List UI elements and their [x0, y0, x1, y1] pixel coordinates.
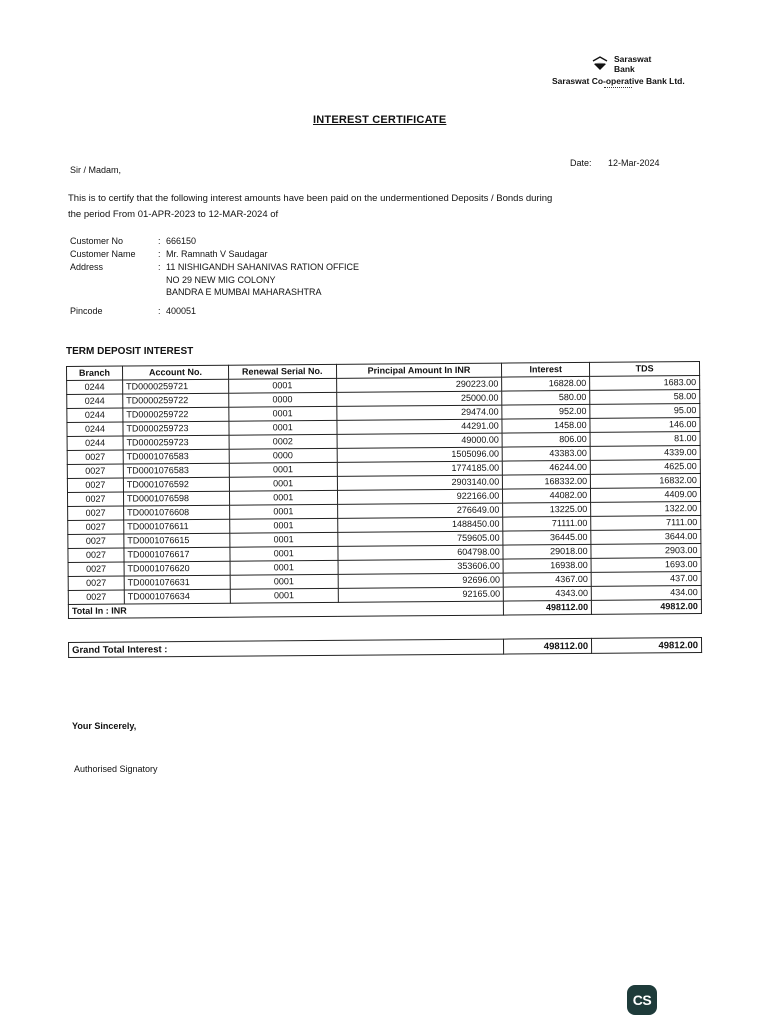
cell-branch: 0027 — [68, 520, 124, 534]
bank-logo — [552, 54, 702, 88]
bank-name-line1: Saraswat — [614, 54, 652, 64]
cell-interest: 4367.00 — [503, 572, 591, 587]
cell-account-no: TD0001076583 — [123, 463, 229, 478]
cell-account-no: TD0001076631 — [124, 575, 230, 590]
cell-tds: 81.00 — [590, 432, 700, 447]
bank-full-name: Saraswat Co-operative Bank Ltd. — [552, 76, 685, 86]
cell-interest: 29018.00 — [503, 544, 591, 559]
cell-branch: 0027 — [67, 450, 123, 464]
cell-interest: 1458.00 — [502, 418, 590, 433]
address-label: Address — [70, 262, 104, 272]
cell-principal: 922166.00 — [337, 489, 503, 504]
cell-account-no: TD0001076608 — [124, 505, 230, 520]
customer-name-value: Mr. Ramnath V Saudagar — [166, 249, 268, 259]
pincode-value: 400051 — [166, 306, 197, 316]
cell-account-no: TD0001076634 — [124, 589, 230, 604]
cell-tds: 146.00 — [590, 418, 700, 433]
camscanner-badge: CS — [627, 985, 657, 1015]
cell-tds: 1322.00 — [591, 502, 701, 517]
cell-renewal-serial: 0001 — [230, 588, 338, 603]
cell-branch: 0027 — [68, 590, 124, 604]
separator: : — [158, 236, 161, 246]
cell-renewal-serial: 0000 — [229, 448, 337, 463]
cell-account-no: TD0001076617 — [124, 547, 230, 562]
cell-account-no: TD0000259721 — [123, 379, 229, 394]
cell-renewal-serial: 0001 — [229, 420, 337, 435]
cell-tds: 4339.00 — [590, 446, 700, 461]
cell-renewal-serial: 0001 — [230, 546, 338, 561]
customer-details — [70, 235, 359, 299]
cell-branch: 0027 — [67, 464, 123, 478]
cell-principal: 92165.00 — [338, 587, 504, 602]
customer-no-label: Customer No — [70, 236, 124, 246]
total-interest: 498112.00 — [504, 600, 592, 615]
intro-paragraph — [68, 191, 608, 223]
cell-tds: 2903.00 — [591, 544, 701, 559]
header-branch: Branch — [67, 366, 123, 380]
cell-interest: 44082.00 — [503, 488, 591, 503]
cell-branch: 0027 — [67, 478, 123, 492]
date-value: 12-Mar-2024 — [608, 158, 660, 168]
header-renewal-serial: Renewal Serial No. — [228, 364, 336, 379]
cell-interest: 43383.00 — [502, 446, 590, 461]
cell-renewal-serial: 0002 — [229, 434, 337, 449]
cell-branch: 0027 — [68, 562, 124, 576]
cell-tds: 1683.00 — [590, 376, 700, 391]
cell-account-no: TD0001076583 — [123, 449, 229, 464]
cell-interest: 806.00 — [502, 432, 590, 447]
grand-total-label: Grand Total Interest : — [69, 639, 504, 657]
customer-name-row — [70, 248, 359, 261]
cell-tds: 3644.00 — [591, 530, 701, 545]
cell-interest: 13225.00 — [503, 502, 591, 517]
cell-principal: 276649.00 — [337, 503, 503, 518]
cell-principal: 44291.00 — [337, 419, 503, 434]
cell-principal: 604798.00 — [338, 545, 504, 560]
cell-account-no: TD0001076592 — [123, 477, 229, 492]
customer-no-row — [70, 235, 359, 248]
cell-renewal-serial: 0001 — [229, 462, 337, 477]
grand-total-tds: 49812.00 — [592, 638, 702, 654]
cell-principal: 353606.00 — [338, 559, 504, 574]
cell-tds: 95.00 — [590, 404, 700, 419]
bank-name-line2: Bank — [614, 64, 635, 74]
cell-renewal-serial: 0001 — [230, 560, 338, 575]
pincode-row — [70, 306, 196, 316]
cell-interest: 952.00 — [502, 404, 590, 419]
cell-principal: 49000.00 — [337, 433, 503, 448]
cell-principal: 2903140.00 — [337, 475, 503, 490]
cell-branch: 0027 — [67, 492, 123, 506]
table-body — [67, 376, 702, 605]
salutation: Sir / Madam, — [70, 165, 122, 175]
cell-principal: 1774185.00 — [337, 461, 503, 476]
cell-principal: 290223.00 — [336, 377, 502, 392]
cell-branch: 0027 — [68, 534, 124, 548]
cell-principal: 92696.00 — [338, 573, 504, 588]
separator: : — [158, 262, 161, 272]
cell-account-no: TD0001076611 — [124, 519, 230, 534]
cell-principal: 1488450.00 — [337, 517, 503, 532]
grand-total-table — [68, 637, 702, 658]
cell-interest: 16828.00 — [502, 376, 590, 391]
cell-interest: 16938.00 — [503, 558, 591, 573]
total-label: Total In : INR — [68, 601, 503, 618]
cell-tds: 16832.00 — [591, 474, 701, 489]
cell-account-no: TD0001076598 — [123, 491, 229, 506]
separator: : — [158, 306, 161, 316]
cell-tds: 1693.00 — [591, 558, 701, 573]
address-line-3: BANDRA E MUMBAI MAHARASHTRA — [166, 287, 322, 297]
cell-interest: 46244.00 — [503, 460, 591, 475]
cell-account-no: TD0000259722 — [123, 393, 229, 408]
intro-line-2: the period From 01-APR-2023 to 12-MAR-2024 of — [68, 209, 279, 220]
cell-principal: 1505096.00 — [337, 447, 503, 462]
certificate-title: INTEREST CERTIFICATE — [313, 114, 447, 126]
pincode-label: Pincode — [70, 306, 103, 316]
cell-branch: 0027 — [68, 548, 124, 562]
cell-renewal-serial: 0001 — [229, 476, 337, 491]
cell-renewal-serial: 0001 — [230, 518, 338, 533]
cell-tds: 4625.00 — [590, 460, 700, 475]
logo-divider — [604, 87, 632, 88]
cell-principal: 29474.00 — [336, 405, 502, 420]
cell-tds: 4409.00 — [591, 488, 701, 503]
cell-branch: 0027 — [68, 506, 124, 520]
grand-total-interest: 498112.00 — [504, 638, 592, 654]
header-principal: Principal Amount In INR — [336, 363, 502, 378]
cell-tds: 434.00 — [591, 586, 701, 601]
customer-no-value: 666150 — [166, 236, 197, 246]
cell-principal: 25000.00 — [336, 391, 502, 406]
cell-interest: 36445.00 — [503, 530, 591, 545]
cell-tds: 7111.00 — [591, 516, 701, 531]
cell-interest: 4343.00 — [504, 586, 592, 601]
address-lines — [166, 261, 359, 299]
grand-total-row — [69, 638, 702, 658]
cell-renewal-serial: 0001 — [230, 574, 338, 589]
cell-branch: 0244 — [67, 408, 123, 422]
header-tds: TDS — [590, 362, 700, 377]
cell-account-no: TD0000259723 — [123, 421, 229, 436]
cell-tds: 437.00 — [591, 572, 701, 587]
cell-branch: 0244 — [67, 422, 123, 436]
cell-account-no: TD0000259723 — [123, 435, 229, 450]
cell-renewal-serial: 0001 — [229, 504, 337, 519]
saraswat-logo-icon — [590, 54, 610, 74]
cell-account-no: TD0000259722 — [123, 407, 229, 422]
section-title: TERM DEPOSIT INTEREST — [66, 346, 194, 357]
cell-branch: 0027 — [68, 576, 124, 590]
deposit-interest-table — [66, 361, 702, 619]
cell-tds: 58.00 — [590, 390, 700, 405]
cell-renewal-serial: 0001 — [228, 378, 336, 393]
cell-renewal-serial: 0001 — [229, 406, 337, 421]
customer-name-label: Customer Name — [70, 249, 136, 259]
date-label: Date: — [570, 158, 592, 168]
cell-account-no: TD0001076620 — [124, 561, 230, 576]
cell-interest: 71111.00 — [503, 516, 591, 531]
cell-renewal-serial: 0000 — [229, 392, 337, 407]
header-account-no: Account No. — [122, 365, 228, 380]
cell-account-no: TD0001076615 — [124, 533, 230, 548]
cell-renewal-serial: 0001 — [229, 490, 337, 505]
signatory-text: Authorised Signatory — [74, 764, 158, 774]
cell-interest: 580.00 — [502, 390, 590, 405]
closing-text: Your Sincerely, — [72, 721, 137, 731]
cell-interest: 168332.00 — [503, 474, 591, 489]
address-line-1: 11 NISHIGANDH SAHANIVAS RATION OFFICE — [166, 262, 360, 272]
cell-branch: 0244 — [67, 380, 123, 394]
total-tds: 49812.00 — [591, 600, 701, 615]
address-line-2: NO 29 NEW MIG COLONY — [166, 274, 276, 285]
cell-branch: 0244 — [67, 394, 123, 408]
address-row — [70, 261, 359, 299]
cell-renewal-serial: 0001 — [230, 532, 338, 547]
intro-line-1: This is to certify that the following interest amounts have been paid on the undermentioned Deposits / Bonds during — [68, 193, 553, 204]
separator: : — [158, 249, 161, 259]
cell-branch: 0244 — [67, 436, 123, 450]
cell-principal: 759605.00 — [337, 531, 503, 546]
header-interest: Interest — [502, 362, 590, 377]
